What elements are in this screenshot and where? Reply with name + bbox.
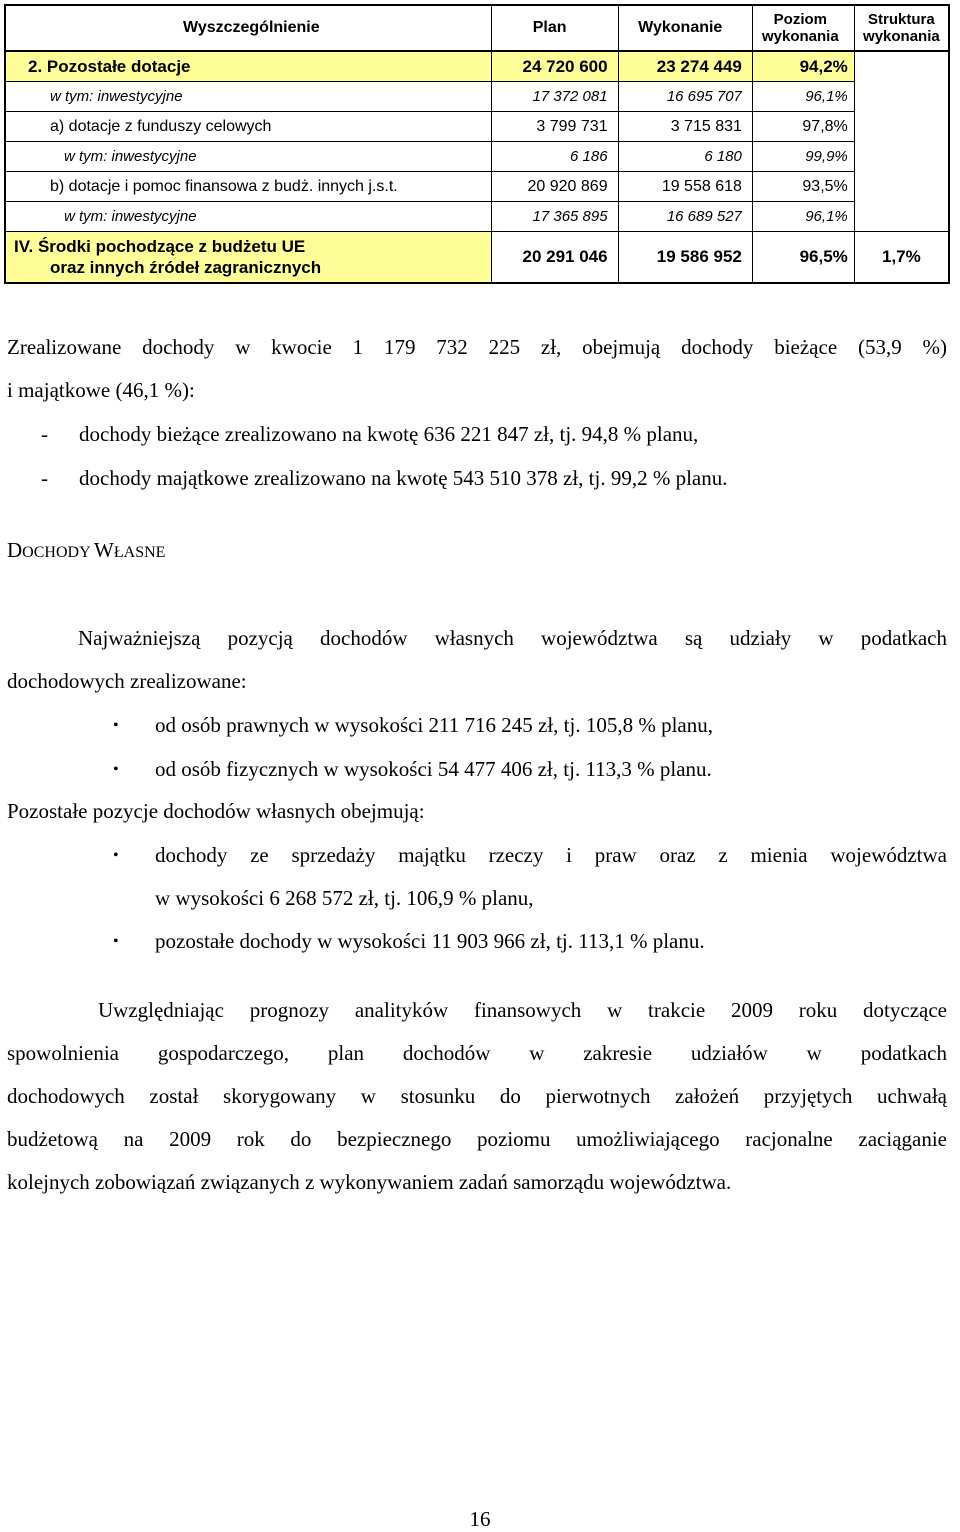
header-plan: Plan	[491, 5, 618, 51]
total-row-exec: 19 586 952	[618, 232, 752, 284]
table-row	[5, 202, 949, 232]
row-exec: 6 180	[618, 142, 752, 172]
row-structure-empty	[854, 51, 949, 232]
total-row-level: 96,5%	[752, 232, 854, 284]
row-name: a) dotacje z funduszy celowych	[5, 112, 491, 142]
table-row	[5, 112, 949, 142]
header-name: Wyszczególnienie	[5, 5, 491, 51]
total-row-structure: 1,7%	[854, 232, 949, 284]
row-exec: 16 689 527	[618, 202, 752, 232]
row-name: 2. Pozostałe dotacje	[5, 51, 491, 82]
row-plan: 17 372 081	[491, 82, 618, 112]
row-plan: 20 920 869	[491, 172, 618, 202]
paragraph-line: i majątkowe (46,1 %):	[7, 378, 195, 402]
row-name: b) dotacje i pomoc finansowa z budż. innych j.s.t.	[5, 172, 491, 202]
total-row-name: IV. Środki pochodzące z budżetu UE oraz innych źródeł zagranicznych	[5, 232, 491, 284]
row-level: 99,9%	[752, 142, 854, 172]
table-header-row	[5, 5, 949, 51]
table-row-total	[5, 232, 949, 284]
row-level: 94,2%	[752, 51, 854, 82]
bullet-list-item-cont: w wysokości 6 268 572 zł, tj. 106,9 % planu,	[155, 886, 534, 910]
row-name: w tym: inwestycyjne	[5, 142, 491, 172]
paragraph-line: dochodowych został skorygowany w stosunku do pierwotnych założeń przyjętych uchwałą	[7, 1084, 947, 1108]
section-heading: DOCHODY WŁASNE	[7, 538, 166, 562]
paragraph-line: kolejnych zobowiązań związanych z wykonywaniem zadań samorządu województwa.	[7, 1170, 732, 1194]
table-row	[5, 82, 949, 112]
page-number: 16	[469, 1507, 491, 1531]
paragraph-line: Najważniejszą pozycją dochodów własnych województwa są udziały w podatkach	[78, 626, 947, 650]
paragraph-line: Uwzględniając prognozy analityków finansowych w trakcie 2009 roku dotyczące	[98, 998, 947, 1022]
row-plan: 24 720 600	[491, 51, 618, 82]
row-name: w tym: inwestycyjne	[5, 202, 491, 232]
table-row	[5, 142, 949, 172]
row-level: 96,1%	[752, 82, 854, 112]
header-exec: Wykonanie	[618, 5, 752, 51]
header-level: Poziom wykonania	[752, 5, 854, 51]
paragraph-line: dochodowych zrealizowane:	[7, 669, 247, 693]
table-row	[5, 51, 949, 82]
row-level: 96,1%	[752, 202, 854, 232]
total-row-plan: 20 291 046	[491, 232, 618, 284]
paragraph-line: spowolnienia gospodarczego, plan dochodów w zakresie udziałów w podatkach	[7, 1041, 947, 1065]
paragraph-line: budżetową na 2009 rok do bezpiecznego poziomu umożliwiającego racjonalne zaciąganie	[7, 1127, 947, 1151]
row-exec: 3 715 831	[618, 112, 752, 142]
row-exec: 23 274 449	[618, 51, 752, 82]
paragraph-line: Zrealizowane dochody w kwocie 1 179 732 225 zł, obejmują dochody bieżące (53,9 %)	[7, 335, 947, 359]
table-row	[5, 172, 949, 202]
row-exec: 16 695 707	[618, 82, 752, 112]
row-name: w tym: inwestycyjne	[5, 82, 491, 112]
row-plan: 17 365 895	[491, 202, 618, 232]
paragraph-line: Pozostałe pozycje dochodów własnych obejmują:	[7, 799, 425, 823]
row-level: 97,8%	[752, 112, 854, 142]
header-structure: Struktura wykonania	[854, 5, 949, 51]
row-plan: 6 186	[491, 142, 618, 172]
budget-table	[4, 4, 950, 284]
row-level: 93,5%	[752, 172, 854, 202]
row-plan: 3 799 731	[491, 112, 618, 142]
row-exec: 19 558 618	[618, 172, 752, 202]
